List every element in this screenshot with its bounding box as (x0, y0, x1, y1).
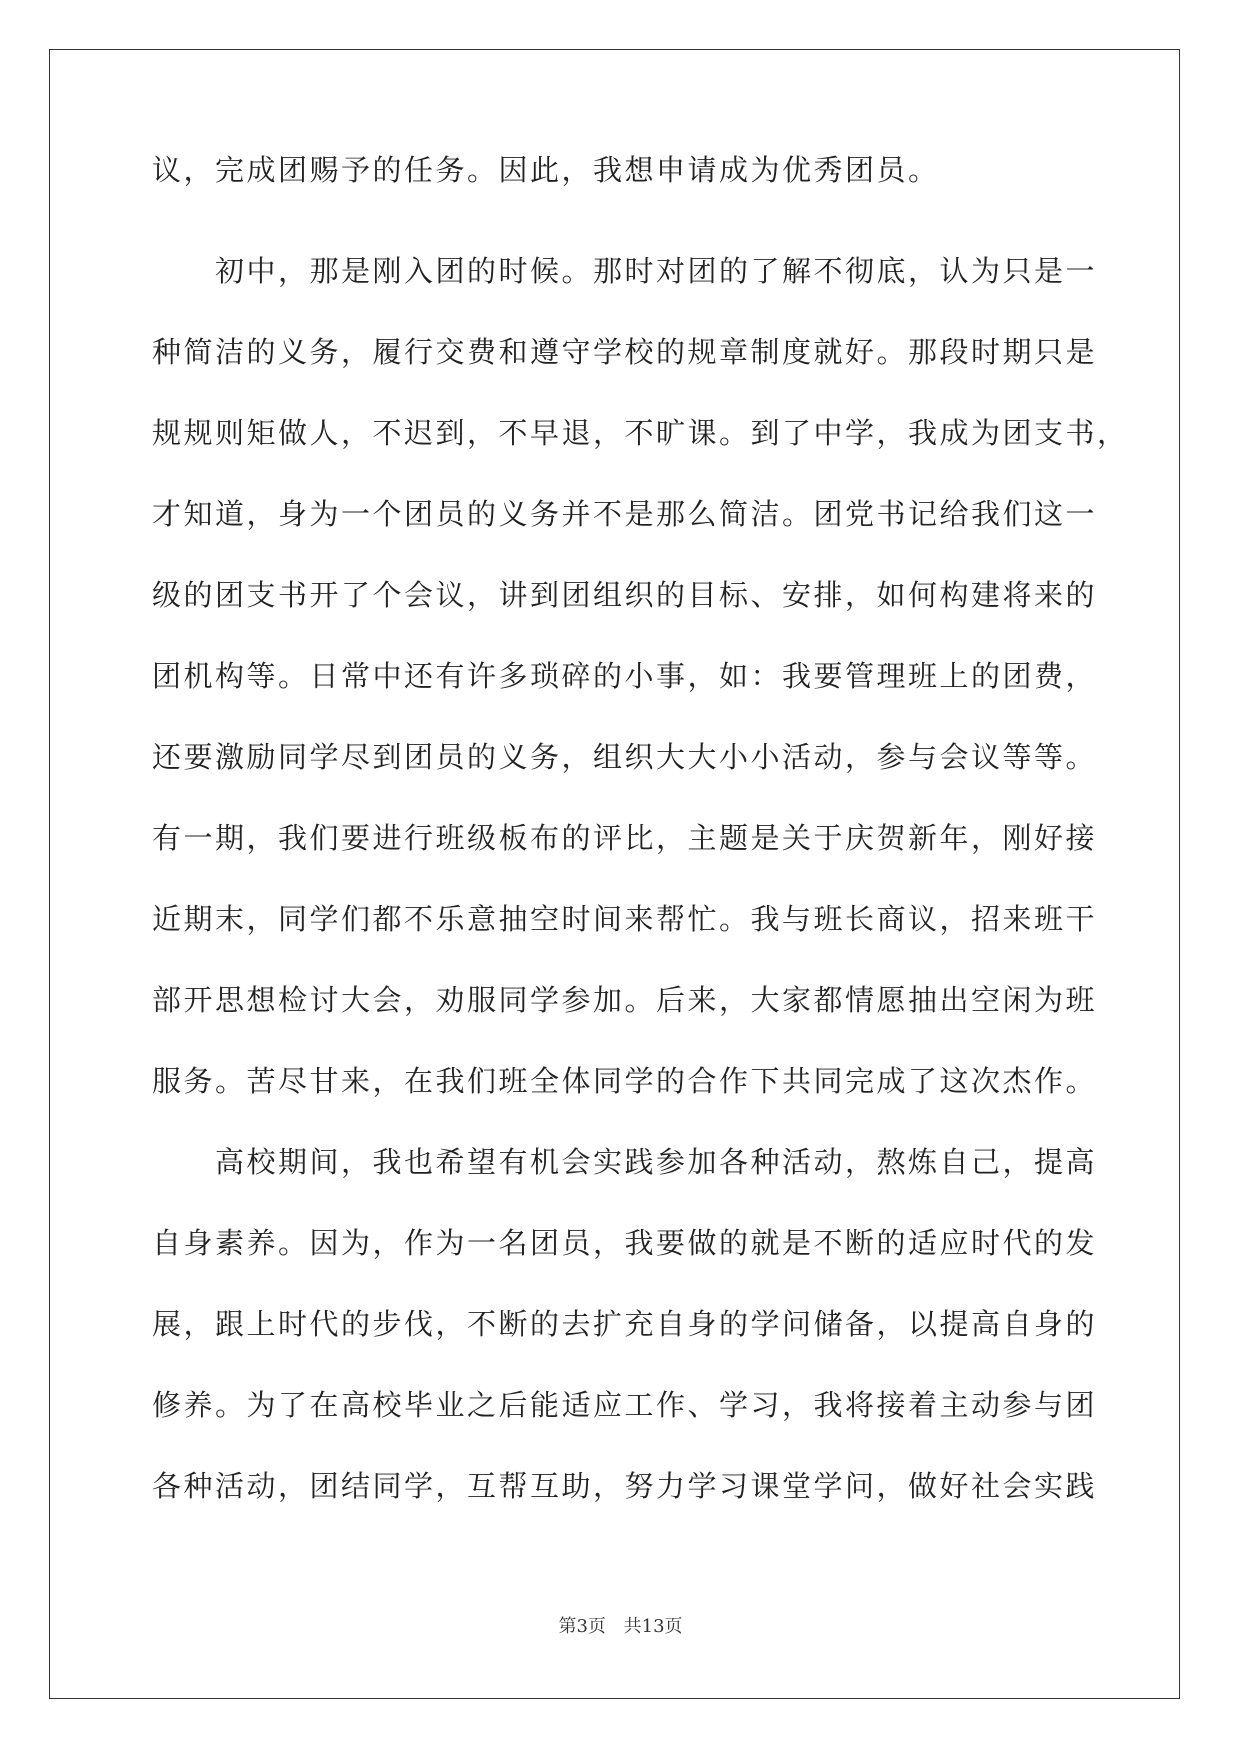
document-body (152, 150, 1129, 1527)
text-line: 各种活动，团结同学，互帮互助，努力学习课堂学问，做好社会实践 (152, 1469, 1098, 1503)
text-line: 展，跟上时代的步伐，不断的去扩充自身的学问储备，以提高自身的 (152, 1307, 1098, 1341)
text-line: 修养。为了在高校毕业之后能适应工作、学习，我将接着主动参与团 (152, 1388, 1098, 1422)
text-line: 自身素养。因为，作为一名团员，我要做的就是不断的适应时代的发 (152, 1226, 1098, 1260)
text-line: 部开思想检讨大会，劝服同学参加。后来，大家都情愿抽出空闲为班 (152, 983, 1098, 1017)
text-line: 团机构等。日常中还有许多琐碎的小事，如：我要管理班上的团费， (152, 659, 1098, 693)
text-line: 级的团支书开了个会议，讲到团组织的目标、安排，如何构建将来的 (152, 578, 1098, 612)
text-line: 才知道，身为一个团员的义务并不是那么简洁。团党书记给我们这一 (152, 497, 1098, 531)
text-line: 近期末，同学们都不乐意抽空时间来帮忙。我与班长商议，招来班干 (152, 902, 1098, 936)
text-line: 高校期间，我也希望有机会实践参加各种活动，熬炼自己，提高 (215, 1145, 1098, 1179)
page-footer (0, 1612, 1241, 1638)
text-line: 初中，那是刚入团的时候。那时对团的了解不彻底，认为只是一 (215, 254, 1098, 288)
text-line: 还要激励同学尽到团员的义务，组织大大小小活动，参与会议等等。 (152, 740, 1098, 774)
text-line: 议，完成团赐予的任务。因此，我想申请成为优秀团员。 (152, 153, 940, 187)
text-line: 种简洁的义务，履行交费和遵守学校的规章制度就好。那段时期只是 (152, 335, 1098, 369)
page-number: 第3页 (558, 1616, 606, 1637)
text-line: 规规则矩做人，不迟到，不早退，不旷课。到了中学，我成为团支书， (152, 416, 1129, 450)
page-total: 共13页 (623, 1616, 683, 1637)
text-line: 有一期，我们要进行班级板布的评比，主题是关于庆贺新年，刚好接 (152, 821, 1098, 855)
text-line: 服务。苦尽甘来，在我们班全体同学的合作下共同完成了这次杰作。 (152, 1064, 1098, 1098)
